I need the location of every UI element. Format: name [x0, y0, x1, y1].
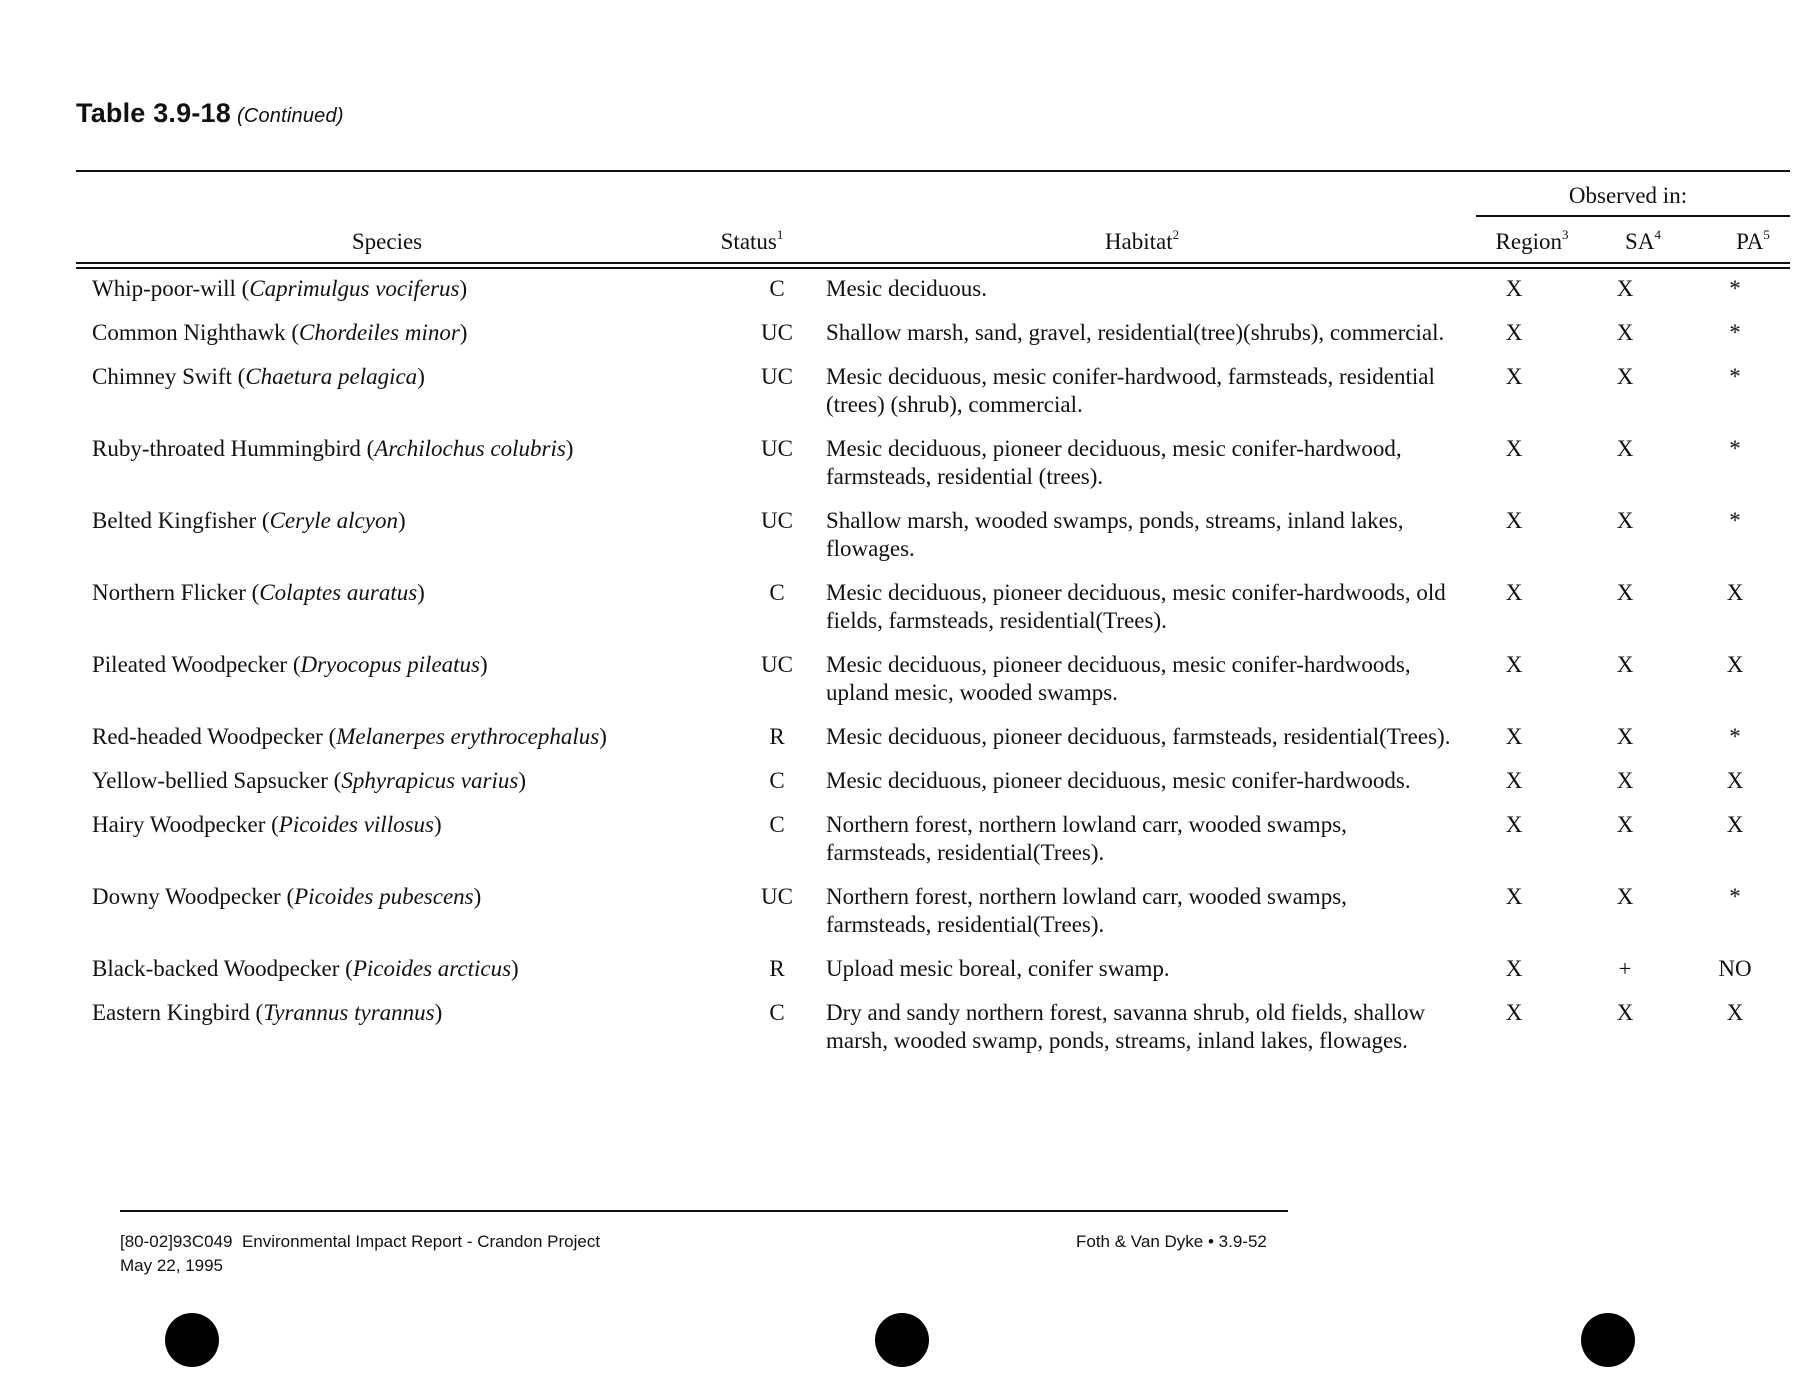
table-row	[76, 579, 1790, 651]
paren-close: )	[417, 364, 425, 389]
observed-in-rule	[1476, 215, 1790, 217]
habitat-cell: Mesic deciduous.	[826, 276, 987, 301]
species-cell	[76, 883, 746, 955]
top-rule	[76, 170, 1790, 172]
table-row	[76, 651, 1790, 723]
paren-close: )	[417, 580, 425, 605]
common-name: Eastern Kingbird (	[92, 1000, 264, 1025]
table-row	[76, 275, 1790, 319]
species-cell	[76, 955, 746, 999]
status-cell: R	[769, 724, 785, 749]
paren-close: )	[459, 276, 468, 301]
scientific-name: Picoides pubescens	[294, 884, 474, 909]
paren-close: )	[518, 768, 526, 793]
common-name: Ruby-throated Hummingbird (	[92, 436, 375, 461]
sa-cell: X	[1616, 364, 1634, 389]
pa-cell: *	[1729, 884, 1741, 909]
region-cell: X	[1505, 652, 1523, 677]
region-cell: X	[1505, 724, 1523, 749]
common-name: Common Nighthawk (	[92, 320, 299, 345]
sa-cell: X	[1616, 724, 1634, 749]
species-cell	[76, 275, 746, 319]
paren-close: )	[397, 508, 406, 533]
table-title-suffix: (Continued)	[236, 105, 344, 127]
species-cell	[76, 319, 746, 363]
binder-hole-right	[1581, 1313, 1635, 1367]
status-cell: UC	[761, 884, 793, 909]
footer-report: Environmental Impact Report - Crandon Project	[241, 1232, 601, 1251]
species-cell	[76, 999, 746, 1071]
region-cell: X	[1505, 768, 1523, 793]
pa-cell: *	[1729, 320, 1741, 345]
species-cell	[76, 767, 746, 811]
footer-doc-line	[120, 1230, 600, 1254]
scientific-name: Colaptes auratus	[259, 580, 418, 605]
common-name: Yellow-bellied Sapsucker (	[92, 768, 342, 793]
sa-cell: X	[1616, 1000, 1634, 1025]
sa-cell: +	[1618, 956, 1632, 981]
status-cell: UC	[761, 320, 793, 345]
header-pa: $PA^5$	[1736, 227, 1770, 254]
habitat-cell: Northern forest, northern lowland carr, wooded swamps, farmsteads, residential(Trees).	[826, 812, 1347, 865]
common-name: Black-backed Woodpecker (	[92, 956, 353, 981]
table-row	[76, 955, 1790, 999]
binder-hole-center	[875, 1313, 929, 1367]
header-region: Region$^3$	[1495, 227, 1569, 254]
common-name: Downy Woodpecker (	[92, 884, 295, 909]
paren-close: )	[434, 1000, 443, 1025]
status-cell: C	[769, 580, 785, 605]
habitat-cell: Mesic deciduous, pioneer deciduous, mesic conifer-hardwoods.	[826, 768, 1411, 793]
species-table-body	[76, 275, 1790, 1071]
species-cell	[76, 579, 746, 651]
status-cell: C	[769, 812, 785, 837]
habitat-cell: Shallow marsh, wooded swamps, ponds, streams, inland lakes, flowages.	[826, 508, 1404, 561]
scientific-name: Chaetura pelagica	[245, 364, 418, 389]
footer-right	[1076, 1230, 1267, 1254]
table-row	[76, 767, 1790, 811]
pa-cell: *	[1729, 436, 1741, 461]
region-cell: X	[1505, 276, 1523, 301]
species-cell	[76, 651, 746, 723]
paren-close: )	[599, 724, 607, 749]
table-row	[76, 507, 1790, 579]
footer-bullet: •	[1207, 1232, 1214, 1251]
pa-cell: *	[1729, 508, 1741, 533]
region-cell: X	[1505, 1000, 1523, 1025]
table-title	[76, 98, 344, 129]
sa-cell: X	[1616, 320, 1634, 345]
table-row	[76, 883, 1790, 955]
scientific-name: Dryocopus pileatus	[300, 652, 480, 677]
status-cell: C	[769, 768, 785, 793]
scientific-name: Caprimulgus vociferus	[249, 276, 460, 301]
habitat-cell: Dry and sandy northern forest, savanna shrub, old fields, shallow marsh, wooded swamp, ponds, streams, inland lakes, flowages.	[826, 1000, 1426, 1053]
sa-cell: X	[1616, 580, 1634, 605]
scientific-name: Melanerpes erythrocephalus	[336, 724, 600, 749]
sa-cell: X	[1616, 436, 1634, 461]
status-cell: UC	[761, 364, 793, 389]
pa-cell: X	[1726, 580, 1744, 605]
region-cell: X	[1505, 812, 1523, 837]
footer-date: May 22, 1995	[120, 1256, 224, 1275]
sa-cell: X	[1616, 884, 1634, 909]
common-name: Hairy Woodpecker (	[92, 812, 279, 837]
habitat-cell: Mesic deciduous, pioneer deciduous, mesic conifer-hardwoods, old fields, farmsteads, residential(Trees).	[826, 580, 1446, 633]
species-cell	[76, 811, 746, 883]
table-row	[76, 999, 1790, 1071]
common-name: Belted Kingfisher (	[92, 508, 270, 533]
header-double-rule-bottom	[76, 267, 1790, 269]
status-cell: C	[769, 276, 785, 301]
habitat-cell: Mesic deciduous, pioneer deciduous, mesic conifer-hardwood, farmsteads, residential (trees).	[826, 436, 1402, 489]
species-cell	[76, 507, 746, 579]
paren-close: )	[565, 436, 574, 461]
pa-cell: X	[1726, 1000, 1744, 1025]
common-name: Red-headed Woodpecker (	[92, 724, 337, 749]
common-name: Chimney Swift (	[92, 364, 246, 389]
observed-in-header: Observed in:	[1568, 183, 1688, 208]
pa-cell: NO	[1718, 956, 1752, 981]
footer-company: Foth & Van Dyke	[1076, 1232, 1204, 1251]
status-cell: UC	[761, 652, 793, 677]
species-table	[76, 275, 1790, 1071]
region-cell: X	[1505, 884, 1523, 909]
scientific-name: Sphyrapicus varius	[341, 768, 519, 793]
sa-cell: X	[1616, 652, 1634, 677]
status-cell: UC	[761, 436, 793, 461]
paren-close: )	[459, 320, 468, 345]
region-cell: X	[1505, 436, 1523, 461]
common-name: Pileated Woodpecker (	[92, 652, 301, 677]
footer-left	[120, 1230, 600, 1278]
common-name: Northern Flicker (	[92, 580, 260, 605]
table-title-text: Table 3.9-18	[76, 98, 231, 128]
paren-close: )	[473, 884, 482, 909]
scientific-name: Chordeiles minor	[299, 320, 460, 345]
common-name: Whip-poor-will (	[92, 276, 250, 301]
status-cell: R	[769, 956, 785, 981]
scientific-name: Picoides arcticus	[352, 956, 512, 981]
pa-cell: X	[1726, 652, 1744, 677]
header-habitat: Habitat$^2$	[1104, 227, 1180, 254]
table-row	[76, 319, 1790, 363]
footer-doc-id: [80-02]93C049	[120, 1232, 233, 1251]
status-cell: C	[769, 1000, 785, 1025]
table-row	[76, 363, 1790, 435]
habitat-cell: Mesic deciduous, pioneer deciduous, farmsteads, residential(Trees).	[826, 724, 1451, 749]
pa-cell: *	[1729, 276, 1741, 301]
paren-close: )	[434, 812, 442, 837]
paren-close: )	[511, 956, 519, 981]
region-cell: X	[1505, 364, 1523, 389]
region-cell: X	[1505, 956, 1523, 981]
binder-hole-left	[165, 1313, 219, 1367]
header-status: Status$^1$	[720, 227, 784, 254]
header-double-rule-top	[76, 262, 1790, 264]
species-cell	[76, 435, 746, 507]
scientific-name: Archilochus colubris	[374, 436, 566, 461]
pa-cell: *	[1729, 724, 1741, 749]
header-sa: $SA^4$	[1625, 227, 1661, 254]
table-row	[76, 435, 1790, 507]
region-cell: X	[1505, 580, 1523, 605]
region-cell: X	[1505, 508, 1523, 533]
footer-page-number: 3.9-52	[1218, 1232, 1267, 1251]
sa-cell: X	[1616, 812, 1634, 837]
pa-cell: X	[1726, 812, 1744, 837]
species-cell	[76, 723, 746, 767]
habitat-cell: Upload mesic boreal, conifer swamp.	[826, 956, 1170, 981]
species-cell	[76, 363, 746, 435]
pa-cell: X	[1726, 768, 1744, 793]
status-cell: UC	[761, 508, 793, 533]
pa-cell: *	[1729, 364, 1741, 389]
habitat-cell: Shallow marsh, sand, gravel, residential(tree)(shrubs), commercial.	[826, 320, 1445, 345]
sa-cell: X	[1616, 768, 1634, 793]
table-row	[76, 811, 1790, 883]
table-row	[76, 723, 1790, 767]
scientific-name: Tyrannus tyrannus	[263, 1000, 435, 1025]
region-cell: X	[1505, 320, 1523, 345]
paren-close: )	[480, 652, 488, 677]
habitat-cell: Mesic deciduous, mesic conifer-hardwood, farmsteads, residential (trees) (shrub), commercial.	[826, 364, 1435, 417]
habitat-cell: Mesic deciduous, pioneer deciduous, mesic conifer-hardwoods, upland mesic, wooded swamps.	[826, 652, 1411, 705]
sa-cell: X	[1616, 508, 1634, 533]
sa-cell: X	[1616, 276, 1634, 301]
scientific-name: Picoides villosus	[278, 812, 434, 837]
header-species: Species	[351, 229, 423, 254]
footer-rule	[120, 1210, 1288, 1212]
habitat-cell: Northern forest, northern lowland carr, wooded swamps, farmsteads, residential(Trees).	[826, 884, 1347, 937]
scientific-name: Ceryle alcyon	[269, 508, 398, 533]
